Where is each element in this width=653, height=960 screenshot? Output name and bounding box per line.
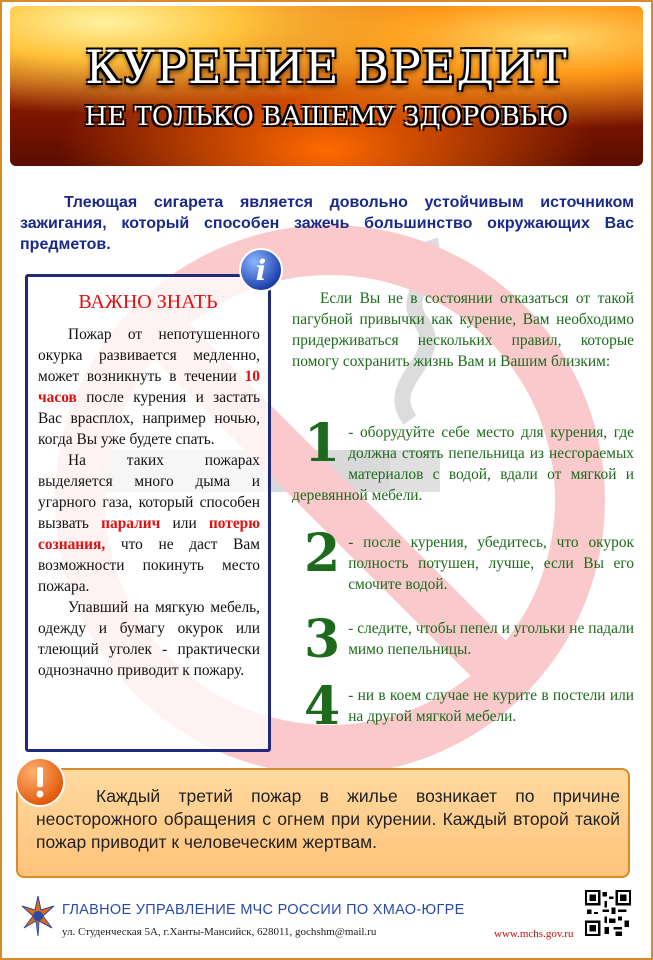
info-icon (238, 247, 284, 293)
text-span: что не даст Вам возможности покинуть место пожара. (38, 536, 260, 595)
important-box (25, 274, 271, 752)
intro-paragraph: Тлеющая сигарета является довольно устойчивым источником зажигания, который способен зажечь большинство окружающих Вас предметов. (20, 194, 634, 253)
poster-title: КУРЕНИЕ ВРЕДИТ (85, 40, 568, 94)
step-number: 1 (304, 413, 341, 474)
advice-step (292, 609, 634, 670)
advice-step (292, 676, 634, 737)
step-number: 2 (304, 523, 341, 584)
poster-subtitle: НЕ ТОЛЬКО ВАШЕМУ ЗДОРОВЬЮ (84, 102, 569, 132)
header-banner (10, 6, 643, 166)
step-number: 4 (304, 676, 341, 737)
footer-organization: ГЛАВНОЕ УПРАВЛЕНИЕ МЧС РОССИИ ПО ХМАО-ЮГРЕ (62, 902, 465, 918)
highlight-hours: 10 часов (38, 368, 260, 406)
footer-address: ул. Студенческая 5А, г.Ханты-Мансийск, 628011, gochshm@mail.ru (62, 926, 377, 938)
advice-step (292, 523, 634, 595)
text-span: Пожар от непотушенного окурка развивается медленно, может возникнуть в течении (38, 326, 260, 385)
important-paragraph-3: Упавший на мягкую мебель, одежду и бумагу окурок или тлеющий уголек - практически однозначно приводит к пожару. (38, 599, 260, 679)
step-number: 3 (304, 609, 341, 670)
svg-text:i: i (255, 254, 267, 287)
advice-step (292, 413, 634, 506)
important-paragraph-2 (38, 450, 260, 597)
step-text: - после курения, убедитесь, что окурок полность потушен, лучше, если Вы его смочите водой. (348, 534, 634, 593)
advice-lead-text: Если Вы не в состоянии отказаться от такой пагубной привычки как курение, Вам необходимо придерживаться нескольких правил, которые помогу сохранить жизнь Вам и Вашим близким: (292, 290, 634, 370)
warning-text: Каждый третий пожар в жилье возникает по причине неосторожного обращения с огнем при курении. Каждый второй такой пожар приводит к человеческим жертвам. (36, 786, 620, 852)
step-text: - оборудуйте себе место для курения, где должна стоять пепельница из несгораемых материалов с водой, вдали от мягкой и деревянной мебели. (292, 424, 634, 504)
highlight-paralysis: паралич (101, 515, 161, 532)
step-text: - ни в коем случае не курите в постели или на другой мягкой мебели. (348, 687, 634, 725)
advice-lead (292, 288, 634, 372)
qr-code-icon (585, 890, 631, 936)
text-span: после курения и застать Вас врасплох, например ночью, когда Вы уже будете спать. (38, 389, 260, 448)
step-text: - следите, чтобы пепел и угольки не падали мимо пепельницы. (348, 620, 634, 658)
highlight-consciousness: потерю сознания, (38, 515, 260, 553)
text-span: На таких пожарах выделяется много дыма и угарного газа, который способен вызвать (38, 452, 260, 532)
important-title: ВАЖНО ЗНАТЬ (78, 291, 218, 313)
footer-url[interactable]: www.mchs.gov.ru (494, 928, 574, 940)
mchs-emblem-icon (20, 894, 56, 938)
important-paragraph-1 (38, 324, 260, 450)
important-text (38, 324, 260, 681)
text-span: или (160, 515, 209, 532)
